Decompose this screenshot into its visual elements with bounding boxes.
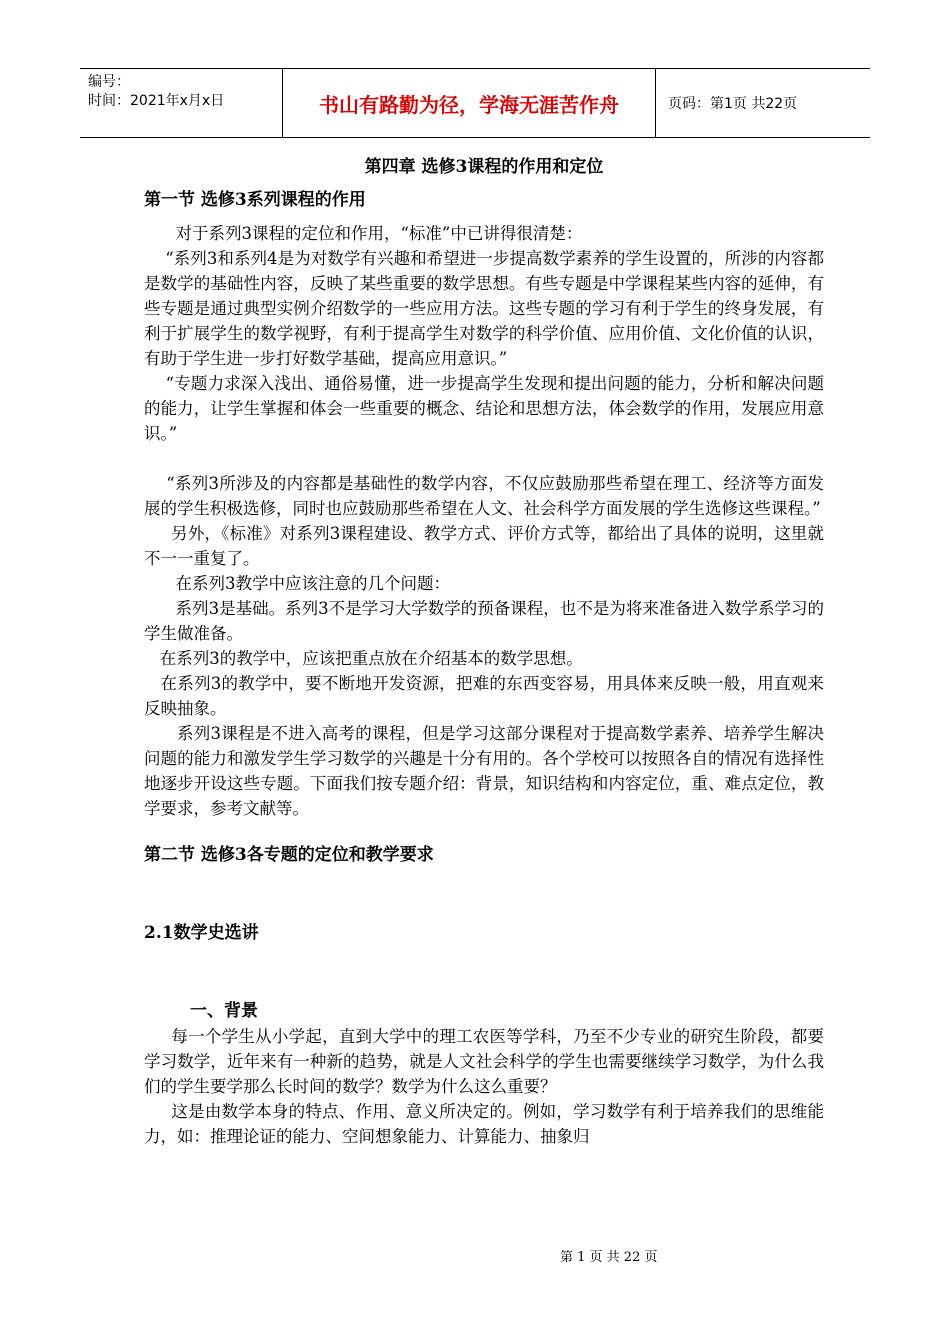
paragraph: 对于系列3课程的定位和作用，“标准”中已讲得很清楚： — [144, 224, 583, 243]
page-footer: 第 1 页 共 22 页 — [560, 1250, 658, 1265]
date-label: 时间：2021年x月x日 — [88, 93, 225, 109]
header-motto: 书山有路勤为径，学海无涯苦作舟 — [282, 69, 656, 137]
chapter-title: 第四章 选修3课程的作用和定位 — [364, 157, 604, 177]
paragraph: 系列3是基础。系列3不是学习大学数学的预备课程，也不是为将来准备进入数学系学习的学生做准备。 — [144, 599, 824, 643]
document-body — [144, 155, 824, 1149]
spacer — [144, 876, 824, 921]
paragraph: “系列3和系列4是为对数学有兴趣和希望进一步提高数学素养的学生设置的，所涉的内容都是数学的基础性内容，反映了某些重要的数学思想。有些专题是中学课程某些内容的延伸，有些专题是通过典型实例介绍数学的一些应用方法。这些专题的学习有利于学生的终身发展，有利于扩展学生的数学视野，有利于提高学生对数学的科学价值、应用价值、文化价值的认识，有助于学生进一步打好数学基础，提高应用意识。” — [144, 249, 824, 368]
paragraph: 系列3课程是不进入高考的课程，但是学习这部分课程对于提高数学素养、培养学生解决问题的能力和激发学生学习数学的兴趣是十分有用的。各个学校可以按照各自的情况有选择性地逐步开设这些专题。下面我们按专题介绍：背景，知识结构和内容定位，重、难点定位，教学要求，参考文献等。 — [144, 724, 824, 818]
paragraph: 另外，《标准》对系列3课程建设、教学方式、评价方式等，都给出了具体的说明，这里就不一一重复了。 — [144, 524, 824, 568]
section2-title: 第二节 选修3各专题的定位和教学要求 — [144, 845, 434, 865]
paragraph: “专题力求深入浅出、通俗易懂，进一步提高学生发现和提出问题的能力，分析和解决问题的能力，让学生掌握和体会一些重要的概念、结论和思想方法，体会数学的作用，发展应用意识。” — [144, 374, 824, 443]
paragraph: 每一个学生从小学起，直到大学中的理工农医等学科，乃至不少专业的研究生阶段，都要学习数学，近年来有一种新的趋势，就是人文社会科学的学生也需要继续学习数学，为什么我们的学生要学那么长时间的数学？数学为什么这么重要？ — [144, 1027, 824, 1096]
background-title: 一、背景 — [190, 1001, 258, 1021]
paragraph: 在系列3教学中应该注意的几个问题： — [144, 574, 450, 593]
header-meta — [80, 69, 282, 137]
number-label: 编号： — [88, 74, 130, 90]
spacer — [144, 954, 824, 999]
paragraph: “系列3所涉及的内容都是基础性的数学内容，不仅应鼓励那些希望在理工、经济等方面发展的学生积极选修，同时也应鼓励那些希望在人文、社会科学方面发展的学生选修这些课程。” — [144, 474, 824, 518]
paragraph: 在系列3的教学中，要不断地开发资源，把难的东西变容易，用具体来反映一般，用直观来反映抽象。 — [144, 674, 824, 718]
paragraph: 这是由数学本身的特点、作用、意义所决定的。例如，学习数学有利于培养我们的思维能力，如：推理论证的能力、空间想象能力、计算能力、抽象归 — [144, 1102, 824, 1146]
header-page-label: 页码：第1页 共22页 — [668, 96, 798, 112]
paragraph: 在系列3的教学中，应该把重点放在介绍基本的数学思想。 — [144, 649, 583, 668]
section1-title: 第一节 选修3系列课程的作用 — [144, 190, 366, 210]
spacer — [144, 446, 824, 471]
page-header — [80, 68, 870, 138]
subsection-title: 2.1数学史选讲 — [144, 923, 259, 943]
